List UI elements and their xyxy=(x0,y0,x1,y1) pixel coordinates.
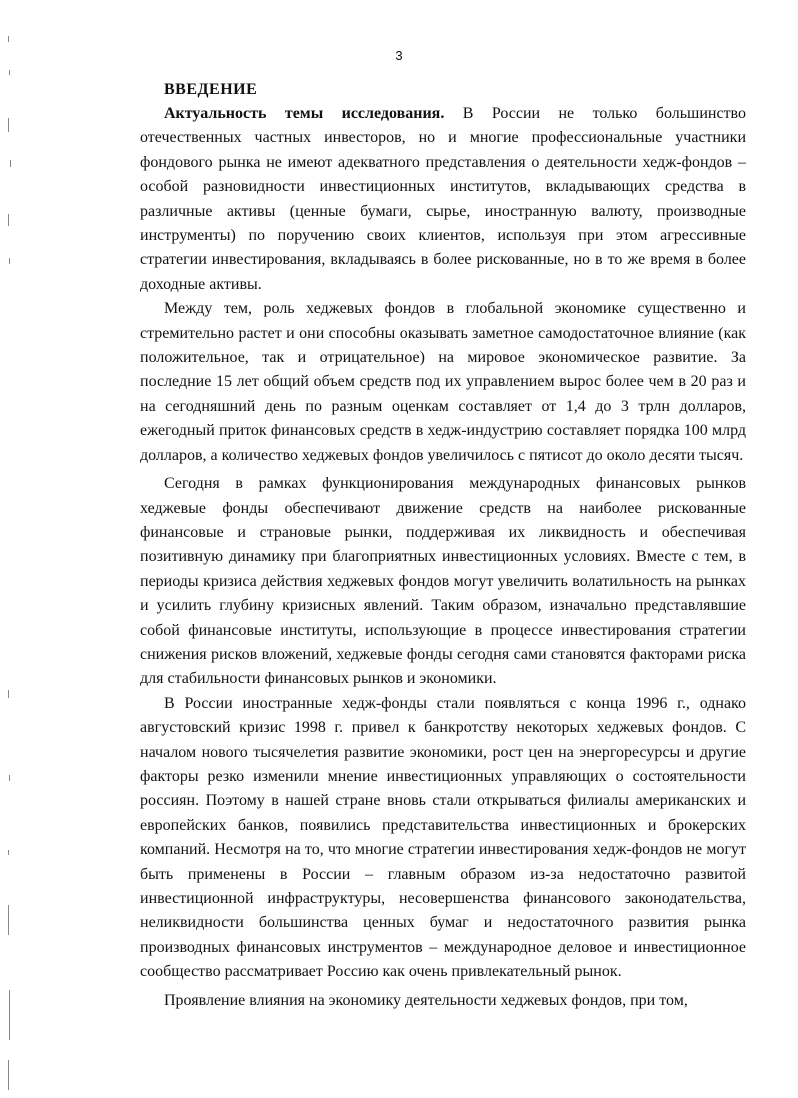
paragraph-text: Между тем, роль хеджевых фондов в глобальной экономике существенно и стремительно растет и они способны оказывать заметное самодостаточное влияние (как положительное, так и отрицательное) на мировое экономическое развитие. За последние 15 лет общий объем средств под их управлением вырос более чем в 20 раз и на сегодняшний день по разным оценкам составляет от 1,4 до 3 трлн долларов, ежегодный приток финансовых средств в хедж-индустрию составляет порядка 100 млрд долларов, а количество хеджевых фондов увеличилось с пятисот до около десяти тысяч. xyxy=(140,300,746,464)
paragraph-text: В России иностранные хедж-фонды стали появляться с конца 1996 г., однако августовский кризис 1998 г. привел к банкротству некоторых хеджевых фондов. С началом нового тысячелетия развитие экономики, рост цен на энергоресурсы и другие факторы резко изменили мнение инвестиционных управляющих о состоятельности россиян. Поэтому в нашей стране вновь стали открываться филиалы американских и европейских банков, появились представительства инвестиционных и брокерских компаний. Несмотря на то, что многие стратегии инвестирования хедж-фондов не могут быть применены в России – главным образом из-за недостаточно развитой инвестиционной инфраструктуры, несовершенства финансового законодательства, неликвидности большинства ценных бумаг и недостаточного развития рынка производных финансовых инструментов – международное деловое и инвестиционное сообщество рассматривает Россию как очень привлекательный рынок. xyxy=(140,694,746,981)
paragraph-text: В России не только большинство отечественных частных инвесторов, но и многие профессиональные участники фондового рынка не имеют адекватного представления о деятельности хедж-фондов – особой разновидности инвестиционных институтов, вкладывающих средства в различные активы (ценные бумаги, сырье, иностранную валюту, производные инструменты) по поручению своих клиентов, используя при этом агрессивные стратегии инвестирования, вкладываясь в более рискованные, но в то же время в более доходные активы. xyxy=(140,105,747,293)
paragraph-relevance xyxy=(140,102,746,297)
section-heading: ВВЕДЕНИЕ xyxy=(164,81,258,98)
scan-margin-artifacts xyxy=(0,0,30,1098)
paragraph-influence xyxy=(140,989,746,1013)
paragraph-lead: Актуальность темы исследования. xyxy=(164,105,445,122)
paragraph-role xyxy=(140,297,746,468)
paragraph-markets xyxy=(140,472,746,692)
body-text xyxy=(140,78,746,1013)
paragraph-text: Проявление влияния на экономику деятельности хеджевых фондов, при том, xyxy=(164,991,688,1009)
paragraph-text: Сегодня в рамках функционирования международных финансовых рынков хеджевые фонды обеспечивают движение средств на наиболее рискованные финансовые и страновые рынки, поддерживая их ликвидность и обеспечивая позитивную динамику при благоприятных инвестиционных условиях. Вместе с тем, в периоды кризиса действия хеджевых фондов могут увеличить волатильность на рынках и усилить глубину кризисных явлений. Таким образом, изначально представлявшие собой финансовые институты, использующие в процессе инвестирования стратегии снижения рисков вложений, хеджевые фонды сегодня сами становятся факторами риска для стабильности финансовых рынков и экономики. xyxy=(140,475,746,688)
paragraph-russia xyxy=(140,692,746,985)
page-number: 3 xyxy=(395,48,403,63)
